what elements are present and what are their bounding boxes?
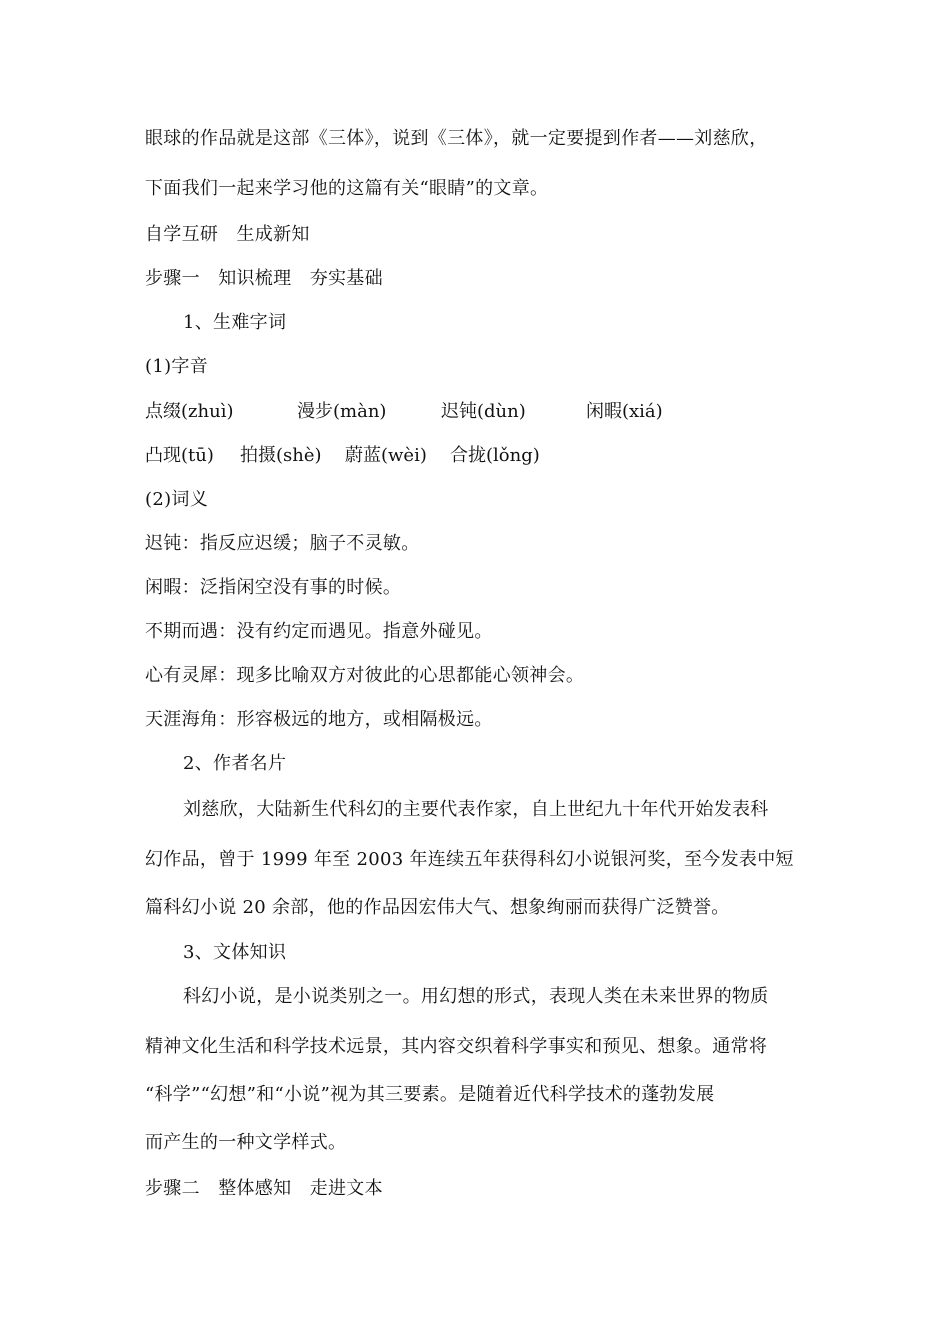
genre-line-4: 而产生的一种文学样式。 (145, 1132, 347, 1153)
intro-line-2: 下面我们一起来学习他的这篇有关“眼睛”的文章。 (145, 178, 549, 199)
meaning-entry: 闲暇：泛指闲空没有事的时候。 (145, 577, 402, 598)
meaning-entry: 不期而遇：没有约定而遇见。指意外碰见。 (145, 621, 493, 642)
item3-heading: 3、文体知识 (183, 942, 287, 963)
pronunciation-item: 蔚蓝(wèi) (345, 445, 427, 466)
item2-heading: 2、作者名片 (183, 753, 287, 774)
meaning-entry: 天涯海角：形容极远的地方，或相隔极远。 (145, 709, 493, 730)
author-line-1: 刘慈欣，大陆新生代科幻的主要代表作家，自上世纪九十年代开始发表科 (183, 799, 769, 820)
pronunciation-item: 迟钝(dùn) (441, 401, 526, 422)
pronunciation-heading: (1)字音 (145, 356, 208, 377)
genre-line-2: 精神文化生活和科学技术远景，其内容交织着科学事实和预见、想象。通常将 (145, 1036, 768, 1057)
author-line-2: 幻作品，曾于 1999 年至 2003 年连续五年获得科幻小说银河奖，至今发表中短 (145, 849, 794, 870)
intro-line-1: 眼球的作品就是这部《三体》，说到《三体》，就一定要提到作者——刘慈欣， (145, 128, 768, 149)
meaning-heading: (2)词义 (145, 489, 208, 510)
meaning-entry: 迟钝：指反应迟缓；脑子不灵敏。 (145, 533, 420, 554)
genre-line-3: “科学”“幻想”和“小说”视为其三要素。是随着近代科学技术的蓬勃发展 (145, 1084, 715, 1105)
pronunciation-item: 漫步(màn) (297, 401, 387, 422)
item1-heading: 1、生难字词 (183, 312, 287, 333)
genre-line-1: 科幻小说，是小说类别之一。用幻想的形式，表现人类在未来世界的物质 (183, 986, 769, 1007)
meaning-entry: 心有灵犀：现多比喻双方对彼此的心思都能心领神会。 (145, 665, 585, 686)
section-title: 自学互研 生成新知 (145, 224, 310, 245)
step1-title: 步骤一 知识梳理 夯实基础 (145, 268, 383, 289)
step2-title: 步骤二 整体感知 走进文本 (145, 1178, 383, 1199)
pronunciation-item: 拍摄(shè) (240, 445, 322, 466)
pronunciation-item: 点缀(zhuì) (145, 401, 234, 422)
pronunciation-item: 闲暇(xiá) (586, 401, 663, 422)
pronunciation-item: 合拢(lǒng) (450, 445, 540, 466)
pronunciation-item: 凸现(tū) (145, 445, 214, 466)
author-line-3: 篇科幻小说 20 余部，他的作品因宏伟大气、想象绚丽而获得广泛赞誉。 (145, 897, 730, 918)
